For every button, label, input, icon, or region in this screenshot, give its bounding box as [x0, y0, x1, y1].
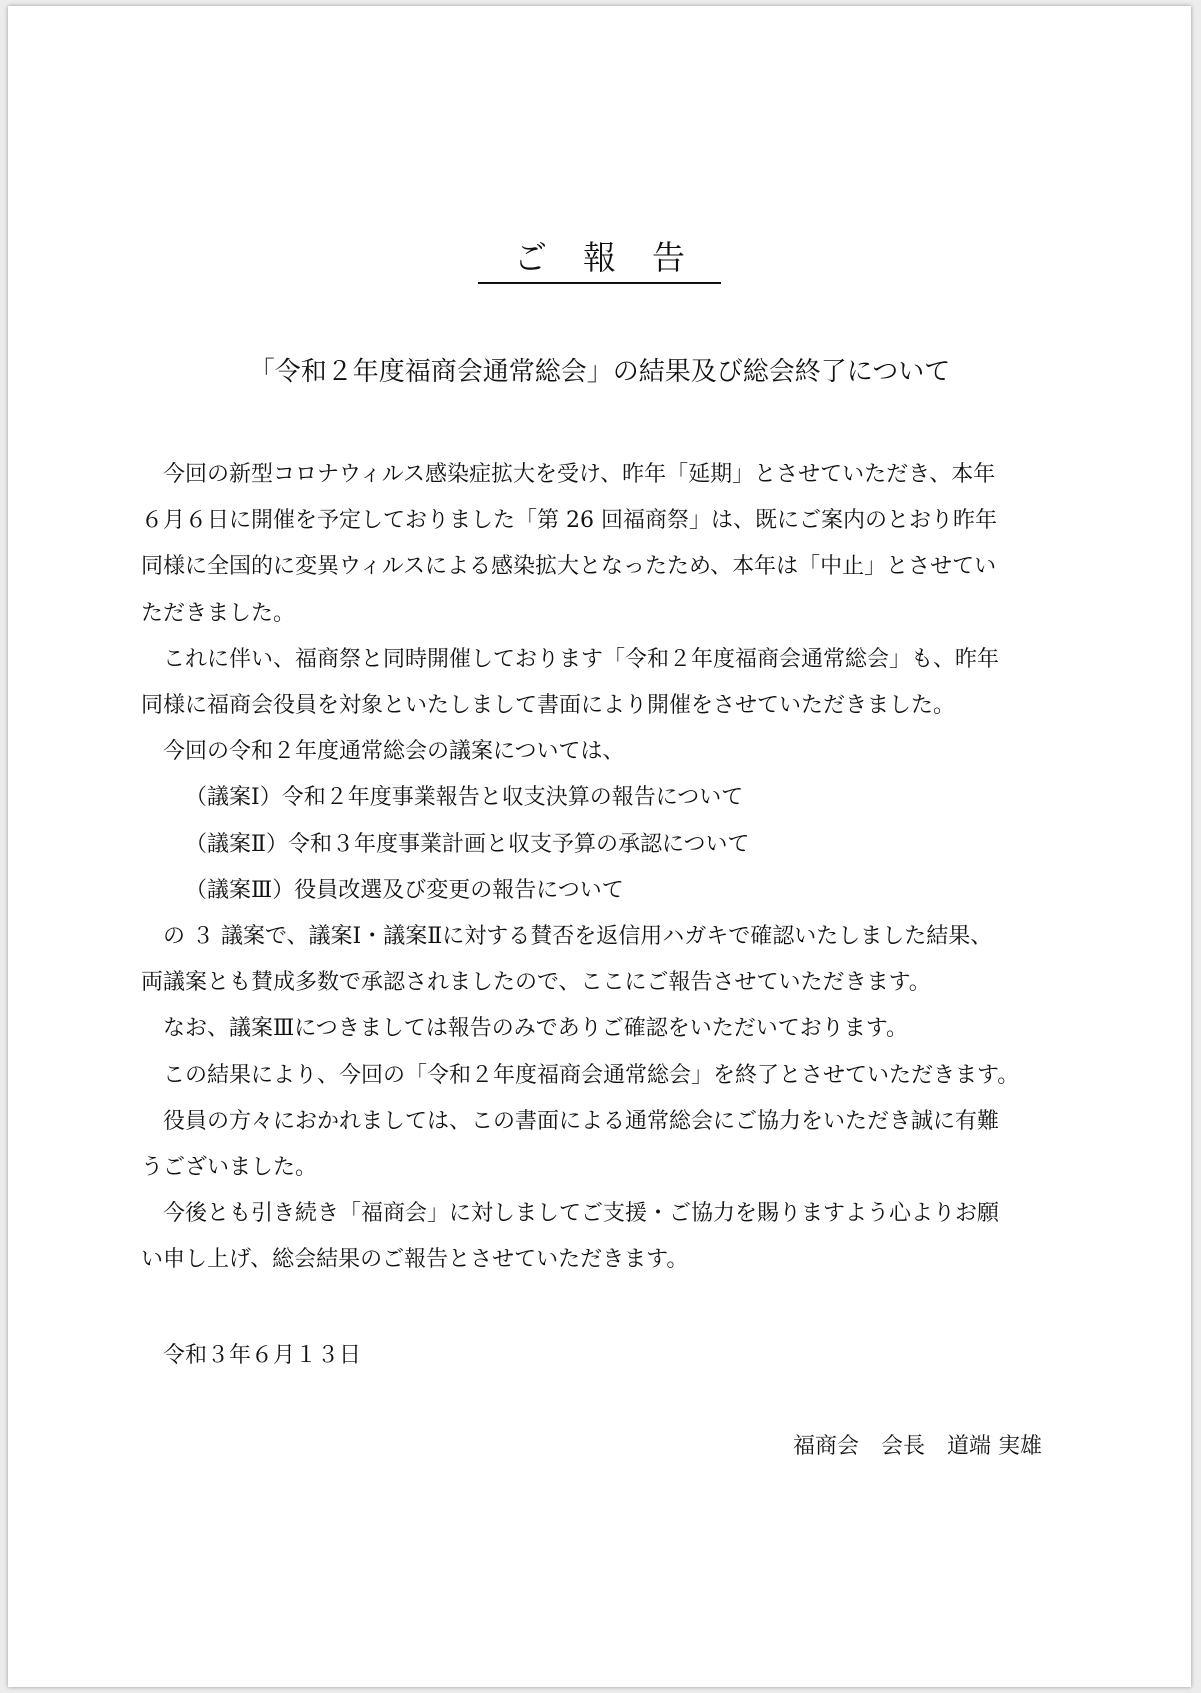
body-line: 同様に全国的に変異ウィルスによる感染拡大となったため、本年は「中止」とさせてい	[141, 554, 997, 580]
document-subtitle: 「令和２年度福商会通常総会」の結果及び総会終了について	[248, 357, 951, 387]
agenda-item: （議案Ⅲ）役員改選及び変更の報告について	[185, 877, 624, 903]
document-title: ご報告	[478, 236, 721, 284]
body-line: ６月６日に開催を予定しておりました「第 26 回福商祭」は、既にご案内のとおり昨年	[141, 508, 997, 534]
document-body	[141, 452, 1076, 1284]
document-page	[8, 6, 1191, 1687]
body-line: 今回の令和２年度通常総会の議案については、	[141, 739, 625, 765]
document-title-block	[8, 236, 1191, 284]
body-line: ただきました。	[141, 600, 296, 626]
body-line: 今後とも引き続き「福商会」に対しましてご支援・ご協力を賜りますよう心よりお願	[141, 1201, 1000, 1227]
body-line: 役員の方々におかれましては、この書面による通常総会にご協力をいただき誠に有難	[141, 1108, 1000, 1134]
document-date: 令和３年６月１３日	[163, 1343, 362, 1368]
agenda-item: （議案Ⅰ）令和２年度事業報告と収支決算の報告について	[185, 785, 744, 811]
document-signature: 福商会 会長 道端 実雄	[793, 1434, 1042, 1459]
body-line: い申し上げ、総会結果のご報告とさせていただきます。	[141, 1247, 689, 1273]
body-line: 同様に福商会役員を対象といたしまして書面により開催をさせていただきました。	[141, 693, 956, 719]
body-line: うございました。	[141, 1155, 318, 1181]
body-line: の ３ 議案で、議案Ⅰ・議案Ⅱに対する賛否を返信用ハガキで確認いたしました結果、	[141, 924, 993, 950]
agenda-item: （議案Ⅱ）令和３年度事業計画と収支予算の承認について	[185, 831, 750, 857]
body-line: この結果により、今回の「令和２年度福商会通常総会」を終了とさせていただきます。	[141, 1062, 1020, 1088]
body-line: 今回の新型コロナウィルス感染症拡大を受け、昨年「延期」とさせていただき、本年	[141, 462, 996, 487]
body-line: これに伴い、福商祭と同時開催しております「令和２年度福商会通常総会」も、昨年	[141, 646, 1000, 672]
body-line: なお、議案Ⅲにつきましては報告のみでありご確認をいただいております。	[141, 1016, 909, 1042]
body-line: 両議案とも賛成多数で承認されましたので、ここにご報告させていただきます。	[141, 970, 931, 996]
